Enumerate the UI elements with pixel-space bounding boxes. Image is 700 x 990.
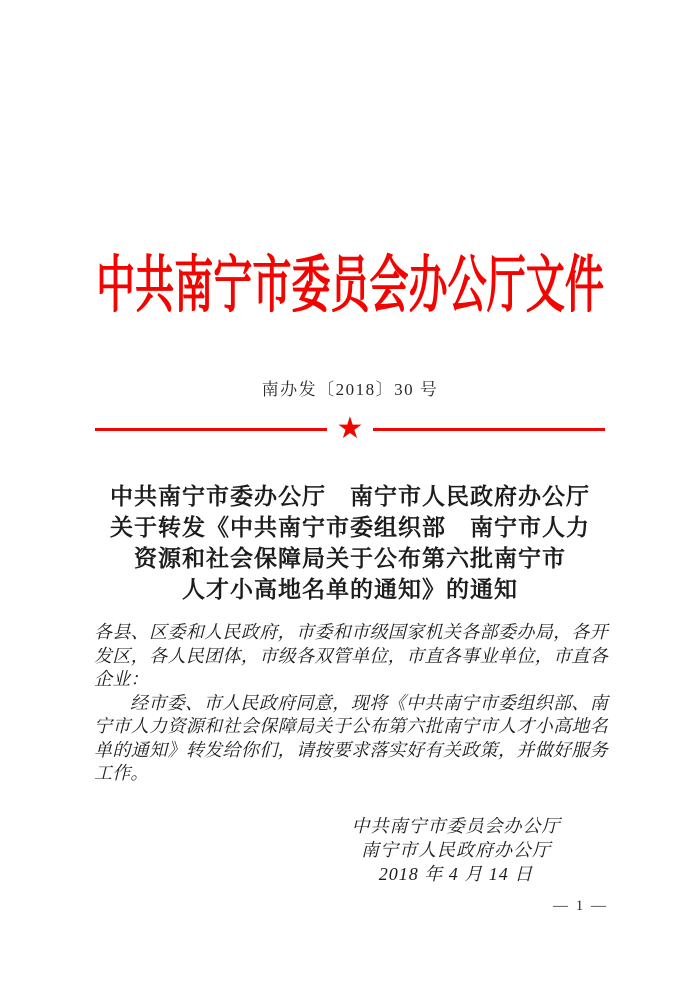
title-line-2: 关于转发《中共南宁市委组织部 南宁市人力	[110, 514, 590, 540]
divider-line-right	[373, 428, 605, 431]
title-line-1: 中共南宁市委办公厅 南宁市人民政府办公厅	[110, 483, 590, 509]
red-header-banner	[0, 238, 700, 334]
doc-number: 南办发〔2018〕30 号	[261, 380, 439, 399]
title-line-3: 资源和社会保障局关于公布第六批南宁市	[134, 545, 566, 571]
page-number: — 1 —	[553, 898, 608, 914]
divider-line-left	[95, 428, 327, 431]
document-title	[0, 481, 700, 605]
document-body	[94, 621, 608, 786]
star-icon: ★	[336, 411, 364, 446]
signature-org-1: 中共南宁市委员会办公厅	[351, 816, 561, 836]
signature-block	[331, 814, 581, 886]
red-divider	[95, 412, 605, 446]
title-line-4: 人才小高地名单的通知》的通知	[182, 576, 518, 602]
addressee-paragraph: 各县、区委和人民政府，市委和市级国家机关各部委办局，各开发区，各人民团体，市级各双管单位，市直各事业单位，市直各企业：	[94, 622, 608, 689]
signature-date: 2018 年 4 月 14 日	[378, 864, 534, 884]
main-paragraph: 经市委、市人民政府同意，现将《中共南宁市委组织部、南宁市人力资源和社会保障局关于公布第六批南宁市人才小高地名单的通知》转发给你们，请按要求落实好有关政策，并做好服务工作。	[94, 692, 608, 783]
signature-org-2: 南宁市人民政府办公厅	[361, 840, 551, 860]
banner-title: 中共南宁市委员会办公厅文件	[96, 251, 604, 321]
